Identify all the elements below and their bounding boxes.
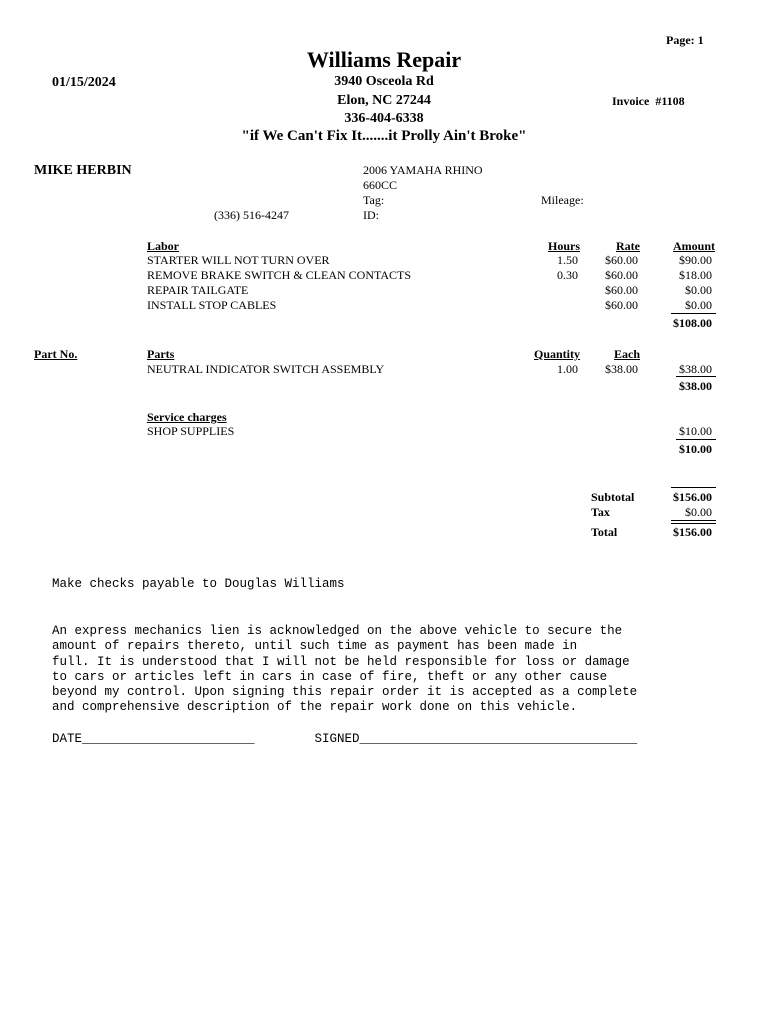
invoice-number: #1108 [655,94,685,108]
parts-heading: Parts [147,347,175,361]
vehicle-model: 2006 YAMAHA RHINO [363,163,483,177]
total-value: $156.00 [673,525,712,539]
business-address-line2: Elon, NC 27244 [337,93,431,108]
total-double-rule-bottom [671,523,716,524]
labor-amount: $18.00 [679,268,712,282]
labor-hours: 0.30 [557,268,578,282]
labor-amount-header: Amount [672,239,715,253]
parts-quantity-header: Quantity [533,347,580,361]
customer-phone: (336) 516-4247 [214,208,289,222]
signature-line: DATE_______________________ SIGNED_____________________________________ [52,732,638,746]
labor-hours-header: Hours [547,239,580,253]
total-double-rule-top [671,520,716,521]
part-desc: NEUTRAL INDICATOR SWITCH ASSEMBLY [147,362,385,376]
vehicle-id-label: ID: [363,208,379,222]
total-label: Total [591,525,618,539]
part-number-header: Part No. [34,347,78,361]
labor-heading: Labor [147,239,180,253]
business-phone: 336-404-6338 [344,111,424,126]
business-address-line1: 3940 Osceola Rd [334,74,434,89]
part-quantity: 1.00 [557,362,578,376]
service-total-rule [676,439,716,440]
invoice-label: Invoice [612,94,650,108]
service-desc: SHOP SUPPLIES [147,424,235,438]
customer-name: MIKE HERBIN [34,163,132,178]
page-number: Page: 1 [666,33,704,47]
labor-hours: 1.50 [557,253,578,267]
tax-value: $0.00 [685,505,712,519]
business-motto: "if We Can't Fix It.......it Prolly Ain't Broke" [241,128,527,144]
labor-amount: $0.00 [685,298,712,312]
vehicle-tag-label: Tag: [363,193,385,207]
labor-amount: $90.00 [679,253,712,267]
labor-rate: $60.00 [605,253,638,267]
service-total: $10.00 [679,442,712,456]
part-amount: $38.00 [679,362,712,376]
service-heading: Service charges [147,410,227,424]
subtotal-value: $156.00 [673,490,712,504]
subtotal-rule [671,487,716,488]
tax-label: Tax [591,505,610,519]
labor-desc: REMOVE BRAKE SWITCH & CLEAN CONTACTS [147,268,412,282]
parts-total-rule [676,376,716,377]
lien-statement: An express mechanics lien is acknowledged on the above vehicle to secure the amount of repairs thereto, until such time as payment has been made in full. It is understood that I will not be held responsible for loss or damage to cars or articles left in cars in case of fire, theft or any other cause beyond my control. Upon signing this repair order it is accepted as a complete and comprehensive description of the repair work done on this vehicle. [52,624,638,715]
parts-each-header: Each [613,347,640,361]
labor-rate-header: Rate [616,239,640,253]
labor-desc: REPAIR TAILGATE [147,283,249,297]
service-amount: $10.00 [679,424,712,438]
invoice-number-label [612,94,685,109]
labor-desc: INSTALL STOP CABLES [147,298,277,312]
vehicle-mileage-label: Mileage: [541,193,584,207]
labor-total: $108.00 [673,316,712,330]
labor-rate: $60.00 [605,283,638,297]
labor-desc: STARTER WILL NOT TURN OVER [147,253,330,267]
payable-note: Make checks payable to Douglas Williams [52,577,345,591]
business-name: Williams Repair [306,47,462,72]
labor-total-rule [671,313,716,314]
part-each: $38.00 [605,362,638,376]
parts-total: $38.00 [679,379,712,393]
invoice-date: 01/15/2024 [52,75,116,90]
labor-rate: $60.00 [605,268,638,282]
labor-rate: $60.00 [605,298,638,312]
vehicle-engine: 660CC [363,178,398,192]
subtotal-label: Subtotal [591,490,635,504]
labor-amount: $0.00 [685,283,712,297]
